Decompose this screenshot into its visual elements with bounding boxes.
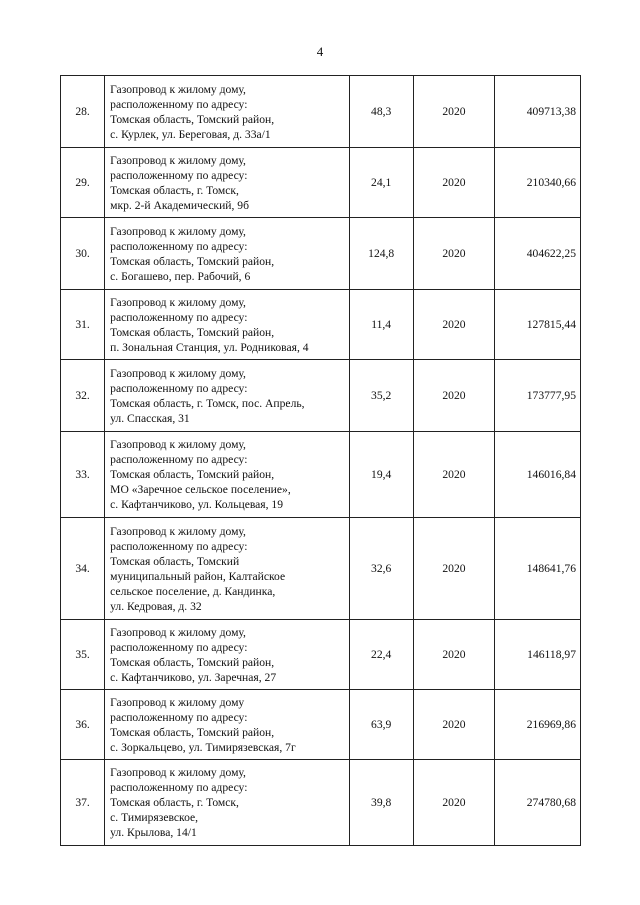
description-line: мкр. 2-й Академический, 9б <box>110 198 249 212</box>
gas-pipeline-table <box>60 75 581 846</box>
description-line: Томская область, Томский район, <box>110 655 275 669</box>
description-line: ул. Кедровая, д. 32 <box>110 599 202 613</box>
description-line: Газопровод к жилому дому, <box>110 153 246 167</box>
commission-year: 2020 <box>413 432 494 518</box>
object-description <box>105 760 349 846</box>
description-line: с. Богашево, пер. Рабочий, 6 <box>110 269 251 283</box>
pipeline-length: 24,1 <box>349 148 413 218</box>
row-number: 33. <box>61 432 105 518</box>
commission-year: 2020 <box>413 620 494 690</box>
table-row <box>61 218 581 290</box>
pipeline-length: 19,4 <box>349 432 413 518</box>
pipeline-length: 35,2 <box>349 360 413 432</box>
description-line: Газопровод к жилому дому <box>110 695 245 709</box>
object-description <box>105 290 349 360</box>
object-description <box>105 690 349 760</box>
cost-value: 127815,44 <box>495 290 581 360</box>
row-number: 28. <box>61 76 105 148</box>
table-row <box>61 290 581 360</box>
cost-value: 274780,68 <box>495 760 581 846</box>
pipeline-length: 39,8 <box>349 760 413 846</box>
row-number: 37. <box>61 760 105 846</box>
pipeline-length: 11,4 <box>349 290 413 360</box>
cost-value: 146118,97 <box>495 620 581 690</box>
description-line: ул. Спасская, 31 <box>110 411 190 425</box>
row-number: 36. <box>61 690 105 760</box>
commission-year: 2020 <box>413 518 494 620</box>
commission-year: 2020 <box>413 76 494 148</box>
cost-value: 404622,25 <box>495 218 581 290</box>
description-line: сельское поселение, д. Кандинка, <box>110 584 276 598</box>
description-line: Газопровод к жилому дому, <box>110 438 246 451</box>
description-line: Томская область, Томский район, <box>110 468 275 481</box>
table-row <box>61 760 581 846</box>
pipeline-length: 124,8 <box>349 218 413 290</box>
description-line: расположенному по адресу: <box>110 168 248 182</box>
pipeline-length: 48,3 <box>349 76 413 148</box>
description-line: расположенному по адресу: <box>110 381 248 395</box>
description-line: Томская область, г. Томск, <box>110 796 239 809</box>
commission-year: 2020 <box>413 360 494 432</box>
cost-value: 146016,84 <box>495 432 581 518</box>
description-line: с. Кафтанчиково, ул. Заречная, 27 <box>110 670 277 684</box>
description-line: Газопровод к жилому дому, <box>110 766 246 779</box>
description-line: Томская область, Томский район, <box>110 325 275 339</box>
description-line: Томская область, Томский район, <box>110 112 275 126</box>
object-description <box>105 360 349 432</box>
row-number: 35. <box>61 620 105 690</box>
cost-value: 216969,86 <box>495 690 581 760</box>
commission-year: 2020 <box>413 290 494 360</box>
table-row <box>61 432 581 518</box>
description-line: с. Тимирязевское, <box>110 811 199 824</box>
row-number: 29. <box>61 148 105 218</box>
row-number: 30. <box>61 218 105 290</box>
description-line: п. Зональная Станция, ул. Родниковая, 4 <box>110 340 309 354</box>
commission-year: 2020 <box>413 690 494 760</box>
description-line: Томская область, Томский район, <box>110 254 275 268</box>
commission-year: 2020 <box>413 148 494 218</box>
cost-value: 409713,38 <box>495 76 581 148</box>
description-line: муниципальный район, Калтайское <box>110 569 286 583</box>
pipeline-length: 22,4 <box>349 620 413 690</box>
description-line: Томская область, Томский район, <box>110 725 275 739</box>
commission-year: 2020 <box>413 760 494 846</box>
description-line: расположенному по адресу: <box>110 640 248 654</box>
page-number: 4 <box>316 44 324 59</box>
description-line: МО «Заречное сельское поселение», <box>110 483 291 496</box>
pipeline-length: 32,6 <box>349 518 413 620</box>
table-row <box>61 76 581 148</box>
description-line: расположенному по адресу: <box>110 97 248 111</box>
description-line: Томская область, г. Томск, <box>110 183 239 197</box>
cost-value: 173777,95 <box>495 360 581 432</box>
row-number: 34. <box>61 518 105 620</box>
table-body <box>61 76 581 846</box>
commission-year: 2020 <box>413 218 494 290</box>
cost-value: 148641,76 <box>495 518 581 620</box>
description-line: Томская область, г. Томск, пос. Апрель, <box>110 396 305 410</box>
object-description <box>105 432 349 518</box>
description-line: Газопровод к жилому дому, <box>110 82 246 96</box>
description-line: Газопровод к жилому дому, <box>110 366 246 380</box>
object-description <box>105 620 349 690</box>
table-row <box>61 360 581 432</box>
description-line: с. Курлек, ул. Береговая, д. 33а/1 <box>110 127 271 141</box>
cost-value: 210340,66 <box>495 148 581 218</box>
description-line: Газопровод к жилому дому, <box>110 224 246 238</box>
description-line: Газопровод к жилому дому, <box>110 295 246 309</box>
object-description <box>105 518 349 620</box>
description-line: с. Кафтанчиково, ул. Кольцевая, 19 <box>110 498 284 511</box>
table-row <box>61 690 581 760</box>
object-description <box>105 148 349 218</box>
description-line: расположенному по адресу: <box>110 453 248 466</box>
description-line: Томская область, Томский <box>110 554 240 568</box>
pipeline-length: 63,9 <box>349 690 413 760</box>
object-description <box>105 76 349 148</box>
row-number: 31. <box>61 290 105 360</box>
description-line: ул. Крылова, 14/1 <box>110 826 197 839</box>
description-line: с. Зоркальцево, ул. Тимирязевская, 7г <box>110 740 296 754</box>
description-line: Газопровод к жилому дому, <box>110 524 246 538</box>
description-line: Газопровод к жилому дому, <box>110 625 246 639</box>
table-row <box>61 518 581 620</box>
table-row <box>61 620 581 690</box>
table-row <box>61 148 581 218</box>
object-description <box>105 218 349 290</box>
description-line: расположенному по адресу: <box>110 539 248 553</box>
description-line: расположенному по адресу: <box>110 781 248 794</box>
description-line: расположенному по адресу: <box>110 239 248 253</box>
row-number: 32. <box>61 360 105 432</box>
description-line: расположенному по адресу: <box>110 710 248 724</box>
description-line: расположенному по адресу: <box>110 310 248 324</box>
